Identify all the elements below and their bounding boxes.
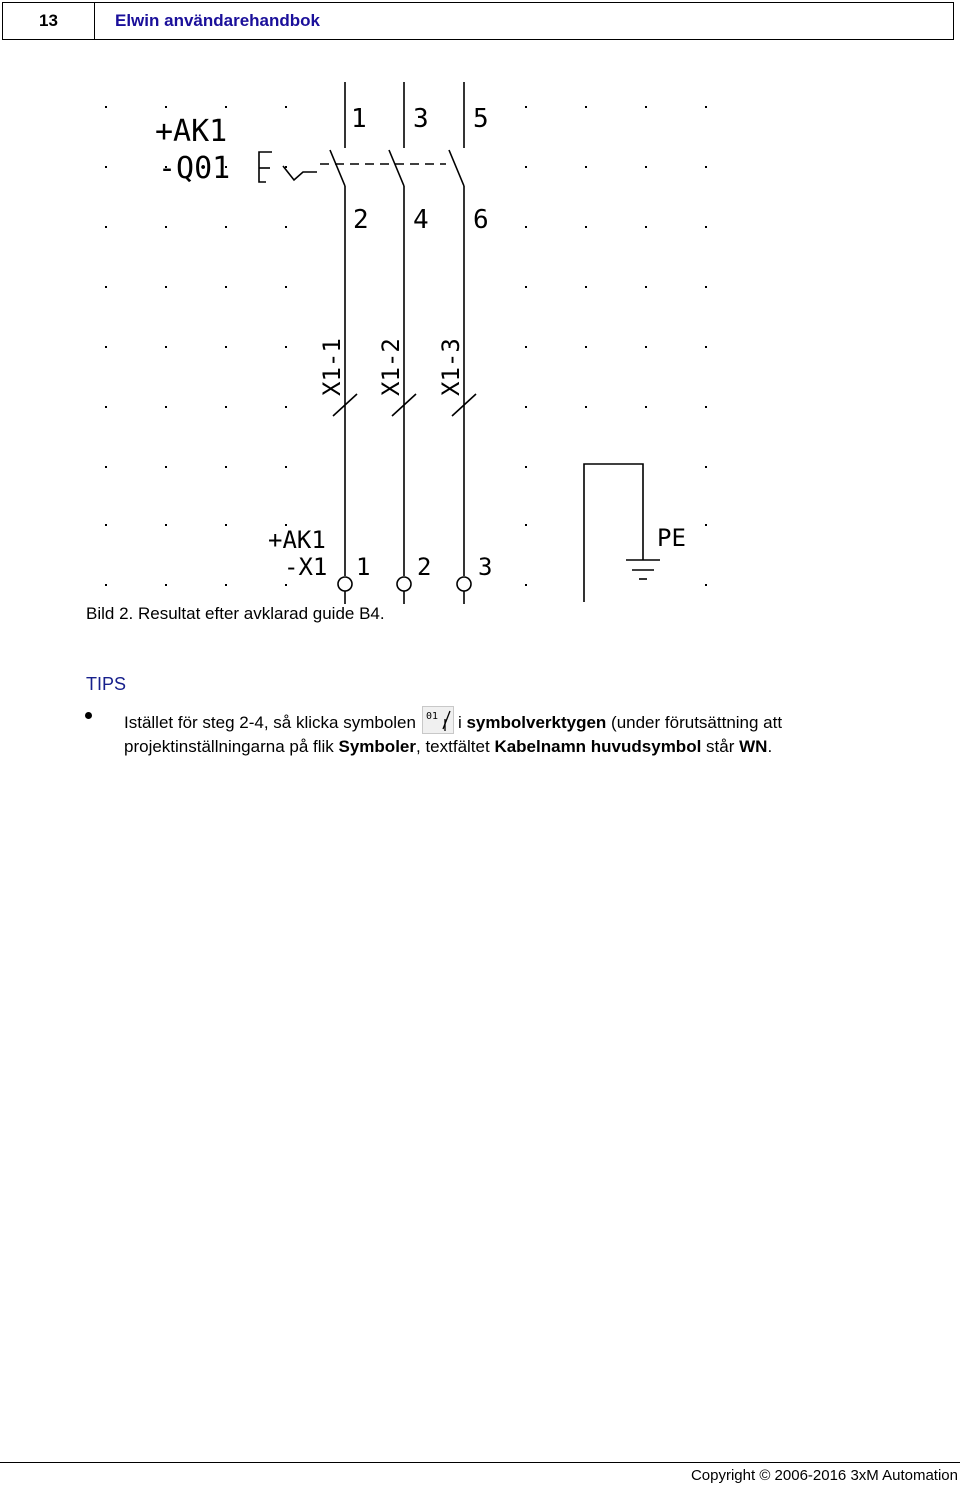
figure-caption: Bild 2. Resultat efter avklarad guide B4.: [86, 604, 385, 623]
grid-dot: [285, 466, 287, 468]
grid-dot: [585, 286, 587, 288]
tip-bold: WN: [739, 737, 768, 756]
tip-bold: Symboler: [338, 737, 416, 756]
grid-dot: [165, 524, 167, 526]
grid-dot: [645, 106, 647, 108]
cable-label: X1-3: [437, 338, 465, 396]
footer-divider: [0, 1462, 960, 1463]
breaker-operator: [259, 152, 446, 182]
grid-dot: [225, 106, 227, 108]
grid-dot: [285, 346, 287, 348]
tip-text: står: [701, 737, 740, 756]
grid-dot: [105, 226, 107, 228]
cable-label: X1-1: [318, 338, 346, 396]
grid-dot: [585, 166, 587, 168]
grid-dot: [105, 166, 107, 168]
tip-text: i: [457, 713, 467, 732]
pole-bottom-label: 2: [353, 205, 369, 235]
grid-dot: [705, 226, 707, 228]
pole-top-label: 5: [473, 104, 489, 134]
pe-label: PE: [657, 524, 686, 552]
grid-dot: [285, 584, 287, 586]
grid-dot: [165, 226, 167, 228]
grid-dot: [645, 346, 647, 348]
grid-dot: [645, 166, 647, 168]
grid-dot: [525, 346, 527, 348]
grid-dot: [645, 286, 647, 288]
grid-dot: [285, 226, 287, 228]
breaker-location-label: +AK1: [155, 114, 228, 149]
pole-top-label: 1: [351, 104, 367, 134]
grid-dot: [225, 346, 227, 348]
tip-bold: symbolverktygen: [466, 713, 607, 732]
cable-label: X1-2: [377, 338, 405, 396]
grid-dot: [165, 466, 167, 468]
grid-dot: [705, 346, 707, 348]
grid-dot: [645, 406, 647, 408]
cable-name-symbol-icon: [422, 706, 454, 734]
grid-dot: [705, 584, 707, 586]
terminal-number-label: 3: [478, 553, 493, 581]
grid-dot: [105, 584, 107, 586]
pe-conductor: [584, 464, 660, 602]
grid-dot: [165, 584, 167, 586]
tip-text: Istället för steg 2-4, så klicka symbolen: [124, 713, 416, 732]
grid-dot: [705, 166, 707, 168]
grid-dot: [225, 524, 227, 526]
tip-text: (under förutsättning att projektinställningarna på flik: [124, 713, 783, 756]
tip-bold: Kabelnamn huvudsymbol: [494, 737, 702, 756]
bullet-icon: [85, 712, 92, 719]
terminal-tag-label: -X1: [284, 553, 328, 581]
grid-dot: [705, 466, 707, 468]
grid-dot: [705, 106, 707, 108]
grid-dot: [525, 226, 527, 228]
grid-dot: [585, 346, 587, 348]
schematic-figure: [0, 70, 760, 610]
grid-dot: [525, 106, 527, 108]
grid-dot: [525, 406, 527, 408]
grid-dot: [165, 106, 167, 108]
grid-dot: [225, 584, 227, 586]
grid-dot: [105, 106, 107, 108]
grid-dot: [585, 406, 587, 408]
grid-dot: [285, 406, 287, 408]
grid-dot: [585, 226, 587, 228]
tip-text: .: [767, 737, 773, 756]
grid-dot: [225, 286, 227, 288]
pole-bottom-label: 6: [473, 205, 489, 235]
pole-top-label: 3: [413, 104, 429, 134]
copyright-text: Copyright © 2006-2016 3xM Automation: [690, 1467, 958, 1484]
grid-dot: [645, 226, 647, 228]
grid-dot: [165, 406, 167, 408]
grid-dot: [225, 226, 227, 228]
grid-dot: [585, 106, 587, 108]
grid-dot: [105, 466, 107, 468]
grid-dot: [705, 524, 707, 526]
terminal-number-label: 2: [417, 553, 432, 581]
tool-icon-text: 01: [425, 711, 439, 722]
grid-dot: [525, 466, 527, 468]
grid-dot: [165, 286, 167, 288]
grid-dot: [165, 346, 167, 348]
page-header: [2, 2, 954, 40]
grid-dot: [225, 466, 227, 468]
grid-dot: [285, 106, 287, 108]
grid-dot: [105, 406, 107, 408]
grid-dot: [525, 524, 527, 526]
pole-bottom-label: 4: [413, 205, 429, 235]
breaker-tag-label: -Q01: [158, 151, 231, 186]
tip-item: [124, 706, 924, 759]
grid-dot: [105, 524, 107, 526]
grid-dot: [525, 584, 527, 586]
terminal-number-label: 1: [356, 553, 371, 581]
grid-dot: [105, 346, 107, 348]
page-number: 13: [3, 3, 95, 39]
grid-dot: [285, 286, 287, 288]
tip-text: , textfältet: [416, 737, 495, 756]
document-title: Elwin användarehandbok: [115, 11, 320, 30]
grid-dot: [525, 286, 527, 288]
tips-heading: TIPS: [86, 674, 127, 694]
grid-dot: [705, 406, 707, 408]
grid-dot: [705, 286, 707, 288]
terminal-location-label: +AK1: [268, 526, 326, 554]
grid-dot: [105, 286, 107, 288]
grid-dot: [225, 406, 227, 408]
grid-dot: [525, 166, 527, 168]
